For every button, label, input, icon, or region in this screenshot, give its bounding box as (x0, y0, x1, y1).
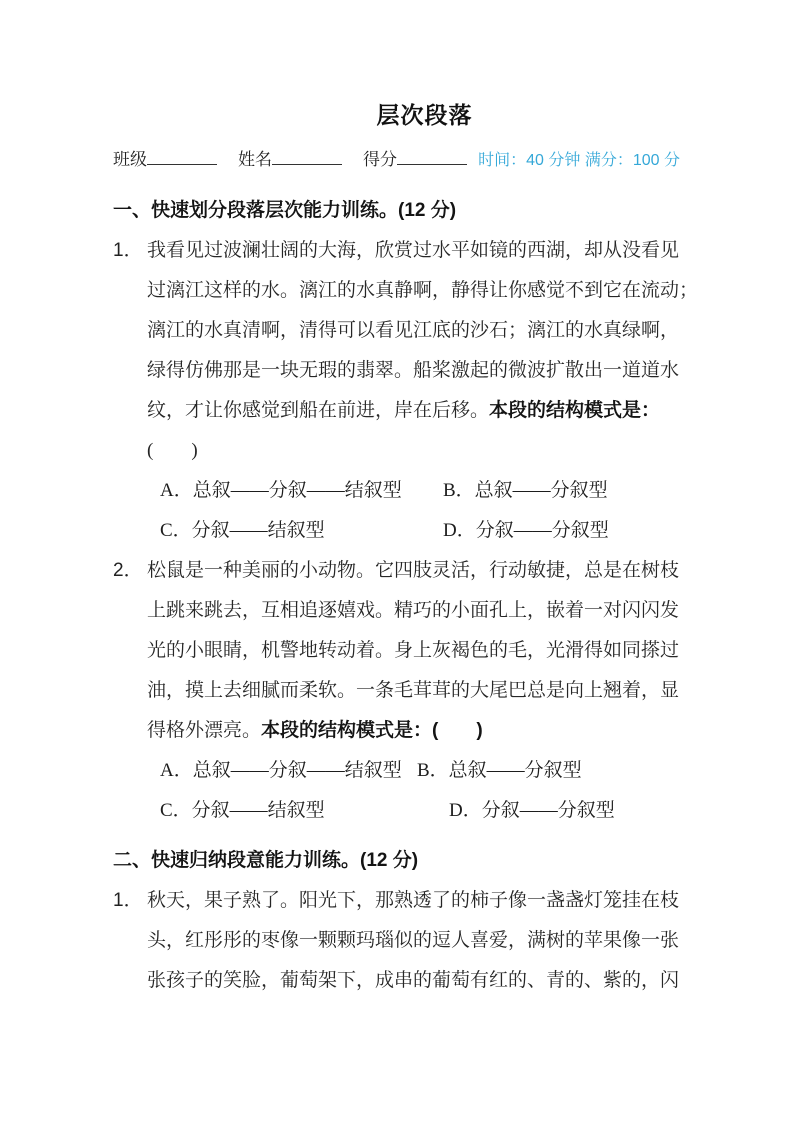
question-number: 1． (113, 240, 143, 261)
passage-line: 我看见过波澜壮阔的大海，欣赏过水平如镜的西湖，却从没看见 (147, 240, 680, 261)
passage-line: 光的小眼睛，机警地转动着。身上灰褐色的毛，光滑得如同搽过 (147, 640, 680, 661)
time-score-info: 时间：40 分钟 满分：100 分 (478, 152, 680, 169)
score-field (363, 140, 467, 180)
meta-row (113, 140, 680, 181)
class-blank-line (147, 147, 217, 165)
option-a: A．总叙——分叙——结叙型 (160, 480, 402, 501)
option-d: D．分叙——分叙型 (443, 520, 609, 541)
options-row (147, 471, 680, 511)
question-number: 2． (113, 560, 143, 581)
passage-line: 漓江的水真清啊，清得可以看见江底的沙石；漓江的水真绿啊， (147, 320, 680, 341)
option-a: A．总叙——分叙——结叙型 (160, 760, 402, 781)
section1-question2 (113, 551, 680, 831)
page-title: 层次段落 (376, 102, 473, 128)
option-c: C．分叙——结叙型 (160, 800, 325, 821)
option-b: B．总叙——分叙型 (417, 760, 582, 781)
option-b: B．总叙——分叙型 (443, 480, 608, 501)
answer-bracket: ( ) (147, 440, 198, 461)
question-prompt: 本段的结构模式是：( ) (261, 720, 483, 741)
name-blank-line (272, 147, 342, 165)
passage-line: 头，红彤彤的枣像一颗颗玛瑙似的逗人喜爱，满树的苹果像一张 (147, 930, 680, 951)
question-prompt: 本段的结构模式是： (489, 400, 661, 421)
passage-line: 绿得仿佛那是一块无瑕的翡翠。船桨激起的微波扩散出一道道水 (147, 360, 680, 381)
section1-heading: 一、快速划分段落层次能力训练。(12 分) (113, 200, 457, 221)
question-number: 1． (113, 890, 143, 911)
options-row (147, 511, 680, 551)
passage-line: 油，摸上去细腻而柔软。一条毛茸茸的大尾巴总是向上翘着，显 (147, 680, 680, 701)
passage-line: 张孩子的笑脸，葡萄架下，成串的葡萄有红的、青的、紫的，闪 (147, 970, 680, 991)
passage-line: 上跳来跳去，互相追逐嬉戏。精巧的小面孔上，嵌着一对闪闪发 (147, 600, 680, 621)
option-d: D．分叙——分叙型 (449, 800, 615, 821)
name-label: 姓名 (238, 150, 272, 169)
score-label: 得分 (363, 150, 397, 169)
passage-text: 纹，才让你感觉到船在前进，岸在后移。 (147, 400, 490, 421)
options-row (147, 751, 680, 791)
passage-text: 得格外漂亮。 (147, 720, 262, 741)
passage-line: 秋天，果子熟了。阳光下，那熟透了的柿子像一盏盏灯笼挂在枝 (147, 890, 680, 911)
passage-line (147, 711, 680, 751)
options-row (147, 791, 680, 831)
section2-question1 (113, 881, 680, 1001)
passage-line (147, 391, 680, 431)
name-field (238, 140, 342, 180)
passage-line: 过漓江这样的水。漓江的水真静啊，静得让你感觉不到它在流动； (147, 280, 699, 301)
class-label: 班级 (113, 150, 147, 169)
class-field (113, 140, 217, 180)
section2-heading: 二、快速归纳段意能力训练。(12 分) (113, 850, 419, 871)
option-c: C．分叙——结叙型 (160, 520, 325, 541)
passage-line: 松鼠是一种美丽的小动物。它四肢灵活，行动敏捷，总是在树枝 (147, 560, 680, 581)
section1-question1 (113, 231, 699, 551)
score-blank-line (397, 147, 467, 165)
